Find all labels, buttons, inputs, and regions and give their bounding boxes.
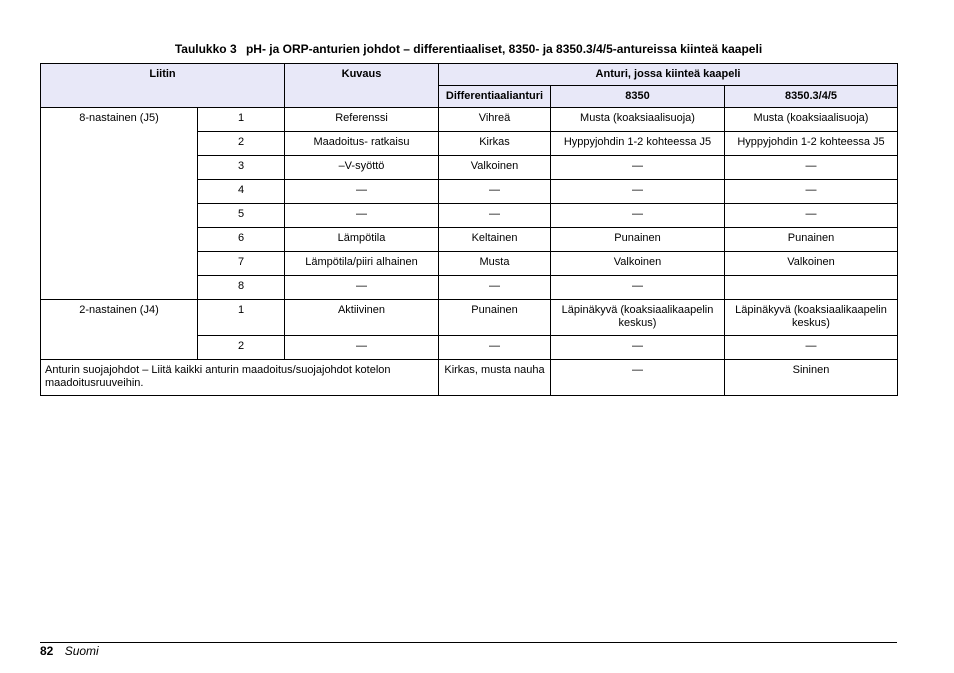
description-cell: –V-syöttö [285,156,439,180]
pin-cell: 3 [198,156,285,180]
header-connector: Liitin [41,64,285,108]
page-footer [40,644,99,658]
s8350-cell: — [551,276,725,300]
description-cell: Lämpötila/piiri alhainen [285,252,439,276]
description-cell: — [285,204,439,228]
table-caption [40,42,897,56]
pin-cell: 1 [198,108,285,132]
pin-cell: 8 [198,276,285,300]
pin-cell: 1 [198,300,285,336]
differential-cell: — [439,204,551,228]
header-8350: 8350 [551,86,725,108]
s8350-cell: Hyppyjohdin 1-2 kohteessa J5 [551,132,725,156]
differential-cell: Musta [439,252,551,276]
s8350-cell: — [551,204,725,228]
description-cell: — [285,276,439,300]
s8350-345-cell: — [725,180,898,204]
s8350-cell: — [551,360,725,396]
footer-language: Suomi [64,644,99,658]
differential-cell: Kirkas, musta nauha [439,360,551,396]
differential-cell: Valkoinen [439,156,551,180]
s8350-345-cell: Valkoinen [725,252,898,276]
shield-description: Anturin suojajohdot – Liitä kaikki anturin maadoitus/suojajohdot kotelon maadoitusruuveihin. [41,360,439,396]
differential-cell: — [439,180,551,204]
description-cell: Lämpötila [285,228,439,252]
differential-cell: — [439,336,551,360]
description-cell: Aktiivinen [285,300,439,336]
header-fixed-cable-group: Anturi, jossa kiinteä kaapeli [439,64,898,86]
s8350-345-cell: Sininen [725,360,898,396]
differential-cell: Punainen [439,300,551,336]
differential-cell: — [439,276,551,300]
wiring-table [40,63,898,396]
table-row [41,300,898,336]
s8350-345-cell: Läpinäkyvä (koaksiaalikaapelin keskus) [725,300,898,336]
s8350-345-cell: — [725,204,898,228]
table-row [41,360,898,396]
s8350-345-cell: Punainen [725,228,898,252]
s8350-cell: — [551,336,725,360]
connector-j4-label: 2-nastainen (J4) [41,300,198,360]
pin-cell: 4 [198,180,285,204]
description-cell: Referenssi [285,108,439,132]
differential-cell: Keltainen [439,228,551,252]
s8350-cell: Punainen [551,228,725,252]
s8350-345-cell: Hyppyjohdin 1-2 kohteessa J5 [725,132,898,156]
s8350-345-cell: Musta (koaksiaalisuoja) [725,108,898,132]
differential-cell: Vihreä [439,108,551,132]
pin-cell: 5 [198,204,285,228]
pin-cell: 2 [198,336,285,360]
description-cell: — [285,180,439,204]
page-number: 82 [40,644,54,658]
s8350-345-cell [725,276,898,300]
s8350-345-cell: — [725,336,898,360]
connector-j5-label: 8-nastainen (J5) [41,108,198,300]
pin-cell: 7 [198,252,285,276]
table-row [41,108,898,132]
header-description: Kuvaus [285,64,439,108]
s8350-cell: — [551,156,725,180]
description-cell: Maadoitus- ratkaisu [285,132,439,156]
table-number: Taulukko 3 [174,42,237,56]
differential-cell: Kirkas [439,132,551,156]
pin-cell: 2 [198,132,285,156]
s8350-cell: Läpinäkyvä (koaksiaalikaapelin keskus) [551,300,725,336]
s8350-cell: Musta (koaksiaalisuoja) [551,108,725,132]
header-8350-345: 8350.3/4/5 [725,86,898,108]
footer-divider [40,642,897,643]
s8350-cell: Valkoinen [551,252,725,276]
s8350-345-cell: — [725,156,898,180]
header-differential: Differentiaalianturi [439,86,551,108]
table-title: pH- ja ORP-anturien johdot – differentiaaliset, 8350- ja 8350.3/4/5-antureissa kiinteä kaapeli [245,42,763,56]
s8350-cell: — [551,180,725,204]
description-cell: — [285,336,439,360]
pin-cell: 6 [198,228,285,252]
